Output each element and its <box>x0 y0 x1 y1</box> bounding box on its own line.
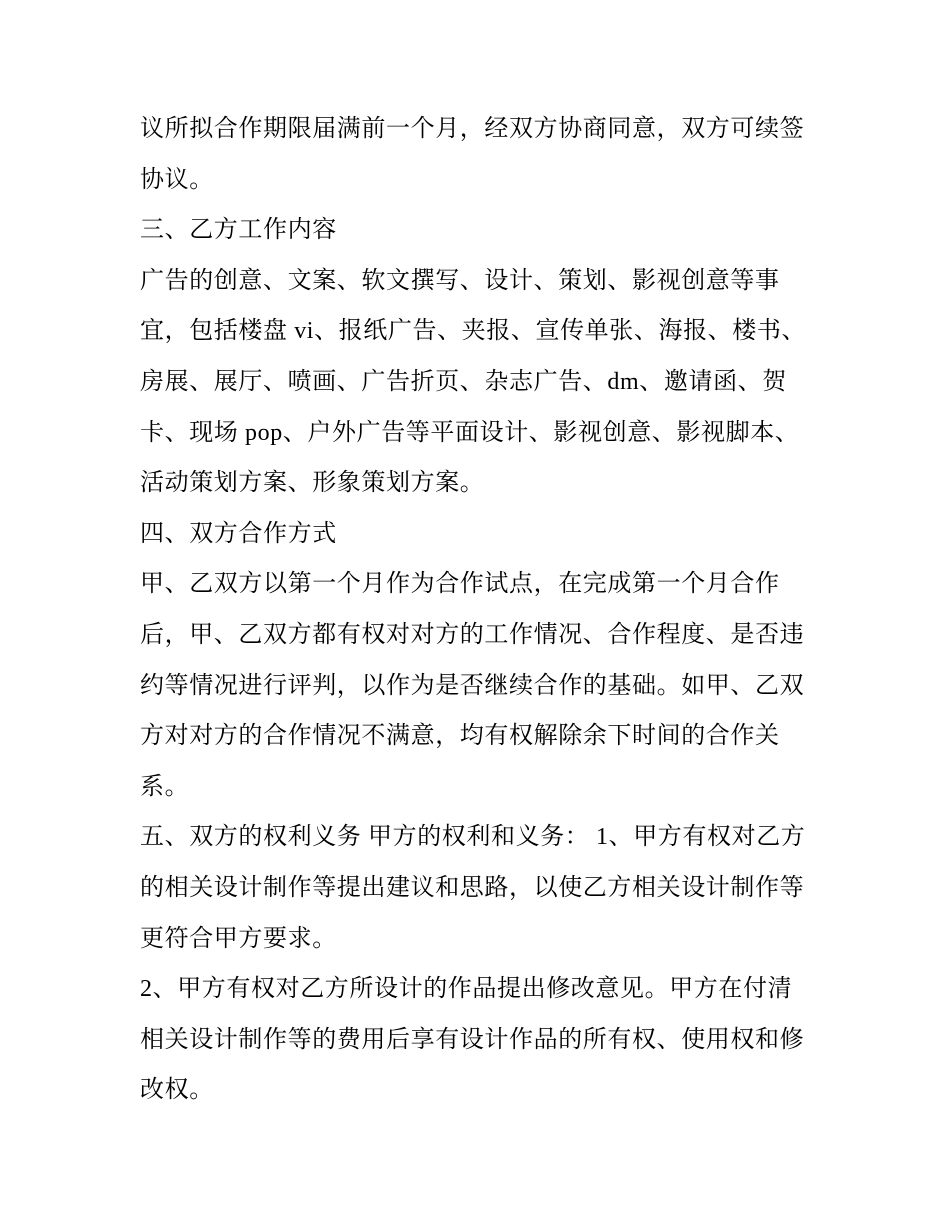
text-line: 协议。 <box>140 166 214 193</box>
text-line: 五、双方的权利义务 甲方的权利和义务： 1、甲方有权对乙方 <box>140 824 806 851</box>
text-line: 约等情况进行评判，以作为是否继续合作的基础。如甲、乙双 <box>140 672 805 699</box>
text-line: 房展、展厅、喷画、广告折页、杂志广告、dm、邀请函、贺 <box>140 368 787 395</box>
paragraph <box>140 509 830 560</box>
text-line: 甲、乙双方以第一个月作为合作试点，在完成第一个月合作 <box>140 571 780 598</box>
text-line: 广告的创意、文案、软文撰写、设计、策划、影视创意等事 <box>140 267 780 294</box>
text-line: 三、乙方工作内容 <box>140 217 337 244</box>
text-line: 四、双方合作方式 <box>140 520 337 547</box>
paragraph <box>140 559 830 812</box>
text-line: 系。 <box>140 773 190 800</box>
text-line: 方对对方的合作情况不满意，均有权解除余下时间的合作关 <box>140 723 780 750</box>
text-line: 宜，包括楼盘 vi、报纸广告、夹报、宣传单张、海报、楼书、 <box>140 318 807 345</box>
text-line: 卡、现场 pop、户外广告等平面设计、影视创意、影视脚本、 <box>140 419 800 446</box>
paragraph <box>140 812 830 964</box>
paragraph <box>140 205 830 256</box>
text-line: 议所拟合作期限届满前一个月，经双方协商同意，双方可续签 <box>140 116 805 142</box>
paragraph <box>140 256 830 509</box>
text-line: 相关设计制作等的费用后享有设计作品的所有权、使用权和修 <box>140 1026 805 1053</box>
text-line: 活动策划方案、形象策划方案。 <box>140 470 485 497</box>
text-line: 后，甲、乙双方都有权对对方的工作情况、合作程度、是否违 <box>140 621 805 648</box>
paragraph <box>140 964 830 1116</box>
text-line: 更符合甲方要求。 <box>140 925 337 952</box>
text-line: 改权。 <box>140 1077 214 1104</box>
paragraph <box>140 104 830 205</box>
text-line: 2、甲方有权对乙方所设计的作品提出修改意见。甲方在付清 <box>140 976 793 1003</box>
text-line: 的相关设计制作等提出建议和思路，以使乙方相关设计制作等 <box>140 874 805 901</box>
document-body <box>140 104 830 1116</box>
